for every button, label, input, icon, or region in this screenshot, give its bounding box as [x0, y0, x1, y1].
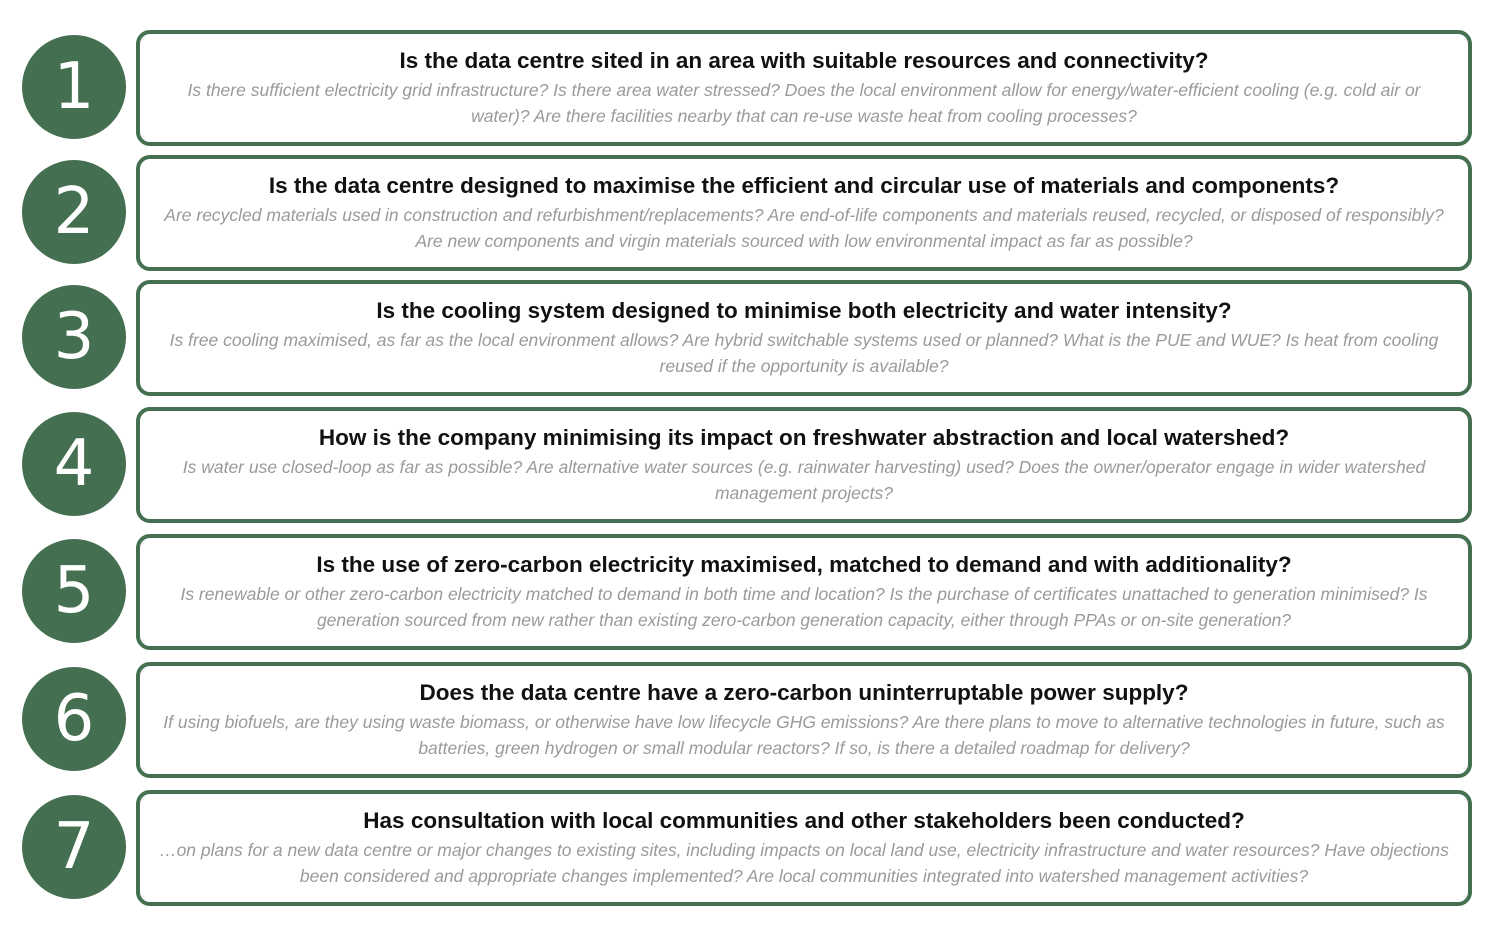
step-6-number-badge: 6: [22, 667, 126, 771]
step-4: [0, 407, 1500, 523]
step-4-description: Is water use closed-loop as far as possible? Are alternative water sources (e.g. rainwater harvesting) used? Does the owner/operator engage in wider watershed management projects?: [182, 457, 1426, 503]
step-7-title: Has consultation with local communities and other stakeholders been conducted?: [363, 808, 1245, 833]
step-6-card: [136, 662, 1472, 778]
step-1-description: Is there sufficient electricity grid infrastructure? Is there area water stressed? Does the local environment allow for energy/water-efficient cooling (e.g. cold air or water)? Are there facilities nearby that can re-use waste heat from cooling processes?: [187, 80, 1421, 126]
step-6-description: If using biofuels, are they using waste biomass, or otherwise have low lifecycle GHG emissions? Are there plans to move to alternative technologies in future, such as batteries, green hydrogen or small modular reactors? If so, is there a detailed roadmap for delivery?: [163, 712, 1445, 758]
step-5-card: [136, 534, 1472, 650]
step-6: [0, 662, 1500, 778]
step-3: [0, 280, 1500, 396]
step-7-card: [136, 790, 1472, 906]
step-7-description: …on plans for a new data centre or major changes to existing sites, including impacts on local land use, electricity infrastructure and water resources? Have objections been considered and appropriate changes implemented? Are local communities integrated into watershed management activities?: [159, 840, 1449, 886]
step-6-title: Does the data centre have a zero-carbon uninterruptable power supply?: [419, 680, 1189, 705]
step-2-number-badge: 2: [22, 160, 126, 264]
step-2-description: Are recycled materials used in construction and refurbishment/replacements? Are end-of-life components and materials reused, recycled, or disposed of responsibly? Are new components and virgin materials sourced with low environmental impact as far as possible?: [164, 205, 1444, 251]
step-7-number-badge: 7: [22, 795, 126, 899]
step-1: [0, 30, 1500, 146]
step-3-description: Is free cooling maximised, as far as the local environment allows? Are hybrid switchable systems used or planned? What is the PUE and WUE? Is heat from cooling reused if the opportunity is available?: [169, 330, 1439, 376]
step-4-number-badge: 4: [22, 412, 126, 516]
step-3-title: Is the cooling system designed to minimise both electricity and water intensity?: [376, 298, 1232, 323]
step-1-title: Is the data centre sited in an area with suitable resources and connectivity?: [399, 48, 1209, 73]
step-5-description: Is renewable or other zero-carbon electricity matched to demand in both time and location? Is the purchase of certificates unattached to generation minimised? Is generation sourced from new rather than existing zero-carbon generation capacity, either through PPAs or on-site generation?: [180, 584, 1428, 630]
step-7: [0, 790, 1500, 906]
step-4-card: [136, 407, 1472, 523]
step-1-card: [136, 30, 1472, 146]
step-3-number-badge: 3: [22, 285, 126, 389]
step-3-card: [136, 280, 1472, 396]
step-1-number-badge: 1: [22, 35, 126, 139]
step-5-title: Is the use of zero-carbon electricity maximised, matched to demand and with additionality?: [316, 552, 1292, 577]
step-2: [0, 155, 1500, 271]
step-2-title: Is the data centre designed to maximise the efficient and circular use of materials and components?: [268, 173, 1340, 198]
step-2-card: [136, 155, 1472, 271]
step-5-number-badge: 5: [22, 539, 126, 643]
step-5: [0, 534, 1500, 650]
step-4-title: How is the company minimising its impact on freshwater abstraction and local watershed?: [318, 425, 1290, 450]
